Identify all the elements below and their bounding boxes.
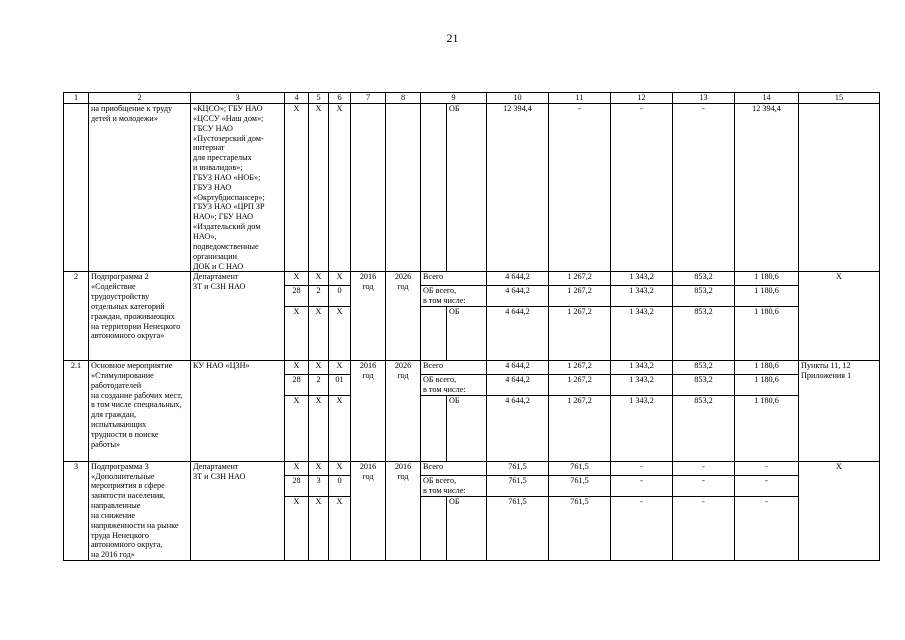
header-cell-2: 2 xyxy=(89,93,191,104)
cell-source: ОБ xyxy=(447,307,487,361)
cell-amount: 1 343,2 xyxy=(611,375,673,396)
cell-code: Х xyxy=(285,272,309,286)
cell-amount: 853,2 xyxy=(673,307,735,361)
cell-executor: Департамент ЗТ и СЗН НАО xyxy=(191,272,285,361)
cell-amount: 12 394,4 xyxy=(487,104,549,272)
cell-end: 2016 год xyxy=(386,461,421,560)
header-cell-8: 8 xyxy=(386,93,421,104)
header-cell-11: 11 xyxy=(549,93,611,104)
cell-amount: - xyxy=(673,475,735,496)
cell-source: ОБ xyxy=(447,104,487,272)
cell-start: 2016 год xyxy=(351,272,386,361)
cell-name: Подпрограмма 2 «Содействие трудоустройству отдельных категорий граждан, проживающих на территории Ненецкого автономного округа» xyxy=(89,272,191,361)
cell-note: Х xyxy=(799,461,880,560)
cell-code: Х xyxy=(329,307,351,361)
cell-amount: 1 267,2 xyxy=(549,307,611,361)
cell-amount: 853,2 xyxy=(673,286,735,307)
cell-amount: 1 180,6 xyxy=(735,272,799,286)
cell-amount: - xyxy=(735,475,799,496)
cell-amount: 1 267,2 xyxy=(549,272,611,286)
cell-code: Х xyxy=(329,395,351,461)
cell-start xyxy=(351,104,386,272)
program-table xyxy=(63,92,880,561)
cell-amount: - xyxy=(611,104,673,272)
cell-code: Х xyxy=(309,496,329,561)
cell-source: ОБ всего, в том числе: xyxy=(421,286,487,307)
cell-code: 2 xyxy=(309,286,329,307)
cell-executor: «КЦСО»; ГБУ НАО «ЦССУ «Наш дом»; ГБСУ НАО «Пустозерский дом- интернат для престарелых и инвалидов»; ГБУЗ НАО «НОБ»; ГБУЗ НАО «Окртубдиспансер»; ГБУЗ НАО «ЦРП ЗР НАО»; ГБУ НАО «Издательский дом НАО», подведомственные организации ДОК и С НАО xyxy=(191,104,285,272)
cell-code: Х xyxy=(285,361,309,375)
cell-amount: 761,5 xyxy=(487,475,549,496)
cell-amount: 761,5 xyxy=(549,461,611,475)
cell-code: 0 xyxy=(329,475,351,496)
cell-code: Х xyxy=(285,461,309,475)
cell-code: Х xyxy=(329,361,351,375)
cell-num: 2.1 xyxy=(64,361,89,462)
cell-code: 2 xyxy=(309,375,329,396)
header-cell-9: 9 xyxy=(421,93,487,104)
header-cell-3: 3 xyxy=(191,93,285,104)
cell-note: Х xyxy=(799,272,880,361)
cell-source: ОБ xyxy=(447,395,487,461)
cell-amount: - xyxy=(673,461,735,475)
table-row xyxy=(64,461,880,475)
cell-amount: 761,5 xyxy=(487,496,549,561)
cell-code: Х xyxy=(309,307,329,361)
cell-note xyxy=(799,104,880,272)
cell-amount: 761,5 xyxy=(549,496,611,561)
cell-num: 2 xyxy=(64,272,89,361)
cell-amount: 1 180,6 xyxy=(735,286,799,307)
cell-amount: - xyxy=(673,104,735,272)
cell-amount: 1 267,2 xyxy=(549,286,611,307)
table-row xyxy=(64,272,880,286)
cell-amount: 4 644,2 xyxy=(487,395,549,461)
cell-num: 3 xyxy=(64,461,89,560)
cell-source: Всего xyxy=(421,272,487,286)
header-cell-10: 10 xyxy=(487,93,549,104)
cell-amount: 1 180,6 xyxy=(735,395,799,461)
cell-amount: 1 180,6 xyxy=(735,307,799,361)
cell-source: ОБ xyxy=(447,496,487,561)
cell-source-gap xyxy=(421,395,447,461)
cell-source-gap xyxy=(421,307,447,361)
cell-code: Х xyxy=(309,361,329,375)
table-row xyxy=(64,361,880,375)
cell-code: Х xyxy=(285,307,309,361)
cell-code: Х xyxy=(285,496,309,561)
cell-code: 01 xyxy=(329,375,351,396)
cell-amount: 12 394,4 xyxy=(735,104,799,272)
cell-name: Основное мероприятие «Стимулирование работодателей на создание рабочих мест, в том числе специальных, для граждан, испытывающих трудности в поиске работы» xyxy=(89,361,191,462)
cell-amount: - xyxy=(611,496,673,561)
cell-code: 0 xyxy=(329,286,351,307)
cell-name: Подпрограмма 3 «Дополнительные мероприятия в сфере занятости населения, направленные на снижение напряженности на рынке труда Ненецкого автономного округа, на 2016 год» xyxy=(89,461,191,560)
cell-amount: - xyxy=(673,496,735,561)
cell-num xyxy=(64,104,89,272)
cell-source: Всего xyxy=(421,461,487,475)
cell-code: Х xyxy=(285,395,309,461)
cell-amount: 4 644,2 xyxy=(487,286,549,307)
cell-amount: 853,2 xyxy=(673,395,735,461)
cell-code: Х xyxy=(285,104,309,272)
cell-code: Х xyxy=(329,272,351,286)
cell-code: Х xyxy=(309,104,329,272)
cell-code: Х xyxy=(329,461,351,475)
cell-amount: 1 180,6 xyxy=(735,361,799,375)
cell-amount: 761,5 xyxy=(549,475,611,496)
cell-amount: - xyxy=(611,461,673,475)
cell-amount: 4 644,2 xyxy=(487,361,549,375)
cell-executor: КУ НАО «ЦЗН» xyxy=(191,361,285,462)
cell-amount: 4 644,2 xyxy=(487,307,549,361)
cell-code: 28 xyxy=(285,375,309,396)
cell-amount: 853,2 xyxy=(673,375,735,396)
cell-code: 3 xyxy=(309,475,329,496)
header-cell-12: 12 xyxy=(611,93,673,104)
cell-amount: 853,2 xyxy=(673,361,735,375)
cell-amount: 4 644,2 xyxy=(487,272,549,286)
cell-executor: Департамент ЗТ и СЗН НАО xyxy=(191,461,285,560)
cell-source: ОБ всего, в том числе: xyxy=(421,375,487,396)
header-cell-13: 13 xyxy=(673,93,735,104)
page-number: 21 xyxy=(446,31,459,45)
header-cell-14: 14 xyxy=(735,93,799,104)
cell-source-gap xyxy=(421,496,447,561)
cell-end: 2026 год xyxy=(386,361,421,462)
cell-code: Х xyxy=(329,496,351,561)
cell-amount: - xyxy=(735,461,799,475)
cell-source-gap xyxy=(421,104,447,272)
cell-amount: 1 343,2 xyxy=(611,307,673,361)
cell-amount: 1 267,2 xyxy=(549,361,611,375)
cell-amount: 761,5 xyxy=(487,461,549,475)
cell-amount: - xyxy=(549,104,611,272)
cell-code: 28 xyxy=(285,475,309,496)
cell-code: Х xyxy=(309,395,329,461)
cell-start: 2016 год xyxy=(351,461,386,560)
header-cell-4: 4 xyxy=(285,93,309,104)
cell-amount: 1 343,2 xyxy=(611,361,673,375)
cell-end: 2026 год xyxy=(386,272,421,361)
cell-end xyxy=(386,104,421,272)
cell-code: Х xyxy=(329,104,351,272)
table-row xyxy=(64,104,880,272)
cell-amount: 853,2 xyxy=(673,272,735,286)
cell-code: Х xyxy=(309,272,329,286)
cell-amount: - xyxy=(735,496,799,561)
cell-amount: 1 343,2 xyxy=(611,286,673,307)
cell-source: ОБ всего, в том числе: xyxy=(421,475,487,496)
cell-amount: - xyxy=(611,475,673,496)
header-cell-1: 1 xyxy=(64,93,89,104)
header-cell-15: 15 xyxy=(799,93,880,104)
cell-amount: 1 343,2 xyxy=(611,395,673,461)
header-cell-6: 6 xyxy=(329,93,351,104)
cell-name: на приобщение к труду детей и молодежи» xyxy=(89,104,191,272)
header-cell-5: 5 xyxy=(309,93,329,104)
cell-amount: 1 343,2 xyxy=(611,272,673,286)
header-cell-7: 7 xyxy=(351,93,386,104)
cell-code: 28 xyxy=(285,286,309,307)
cell-note: Пункты 11, 12 Приложения 1 xyxy=(799,361,880,462)
cell-amount: 1 267,2 xyxy=(549,375,611,396)
cell-amount: 1 180,6 xyxy=(735,375,799,396)
cell-amount: 1 267,2 xyxy=(549,395,611,461)
cell-code: Х xyxy=(309,461,329,475)
cell-amount: 4 644,2 xyxy=(487,375,549,396)
cell-start: 2016 год xyxy=(351,361,386,462)
cell-source: Всего xyxy=(421,361,487,375)
